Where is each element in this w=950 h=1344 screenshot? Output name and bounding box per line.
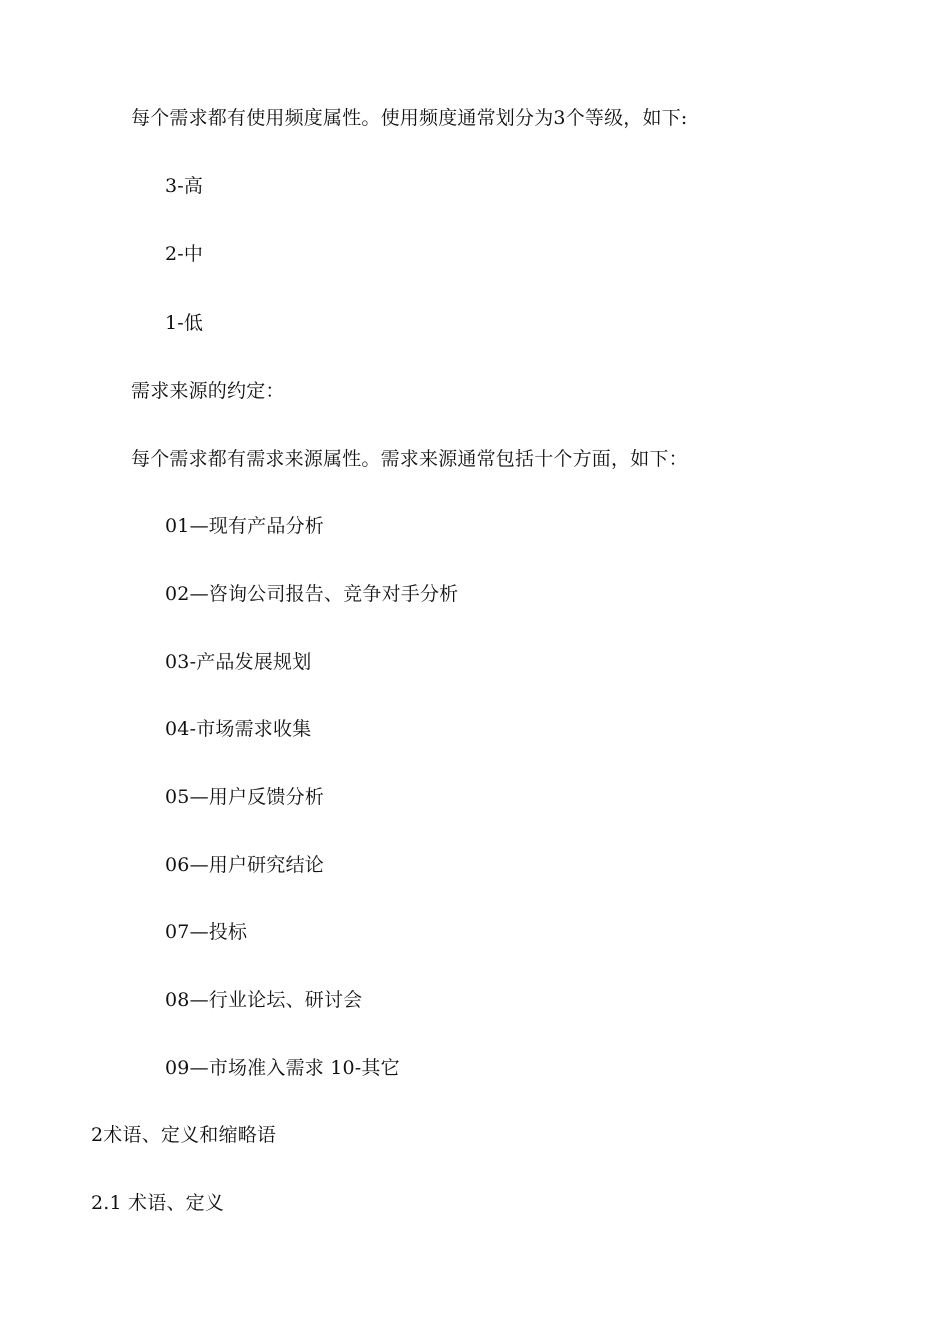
section-heading-2-1: 2.1 术语、定义 <box>91 1192 225 1214</box>
frequency-level-high: 3-高 <box>165 175 204 197</box>
source-heading: 需求来源的约定： <box>131 380 285 402</box>
source-item: 08—行业论坛、研讨会 <box>165 989 363 1011</box>
source-item: 02—咨询公司报告、竞争对手分析 <box>165 583 459 605</box>
section-heading-2: 2术语、定义和缩略语 <box>91 1124 277 1146</box>
frequency-level-medium: 2-中 <box>165 243 204 265</box>
source-intro: 每个需求都有需求来源属性。需求来源通常包括十个方面，如下： <box>131 448 688 470</box>
source-item: 09—市场准入需求 10-其它 <box>165 1057 400 1079</box>
source-item: 04-市场需求收集 <box>165 718 312 740</box>
frequency-level-low: 1-低 <box>165 312 204 334</box>
source-item: 05—用户反馈分析 <box>165 786 324 808</box>
source-item: 07—投标 <box>165 921 248 943</box>
source-item: 06—用户研究结论 <box>165 854 324 876</box>
source-item: 03-产品发展规划 <box>165 651 312 673</box>
source-item: 01—现有产品分析 <box>165 515 324 537</box>
frequency-intro: 每个需求都有使用频度属性。使用频度通常划分为3个等级，如下: <box>131 107 688 129</box>
